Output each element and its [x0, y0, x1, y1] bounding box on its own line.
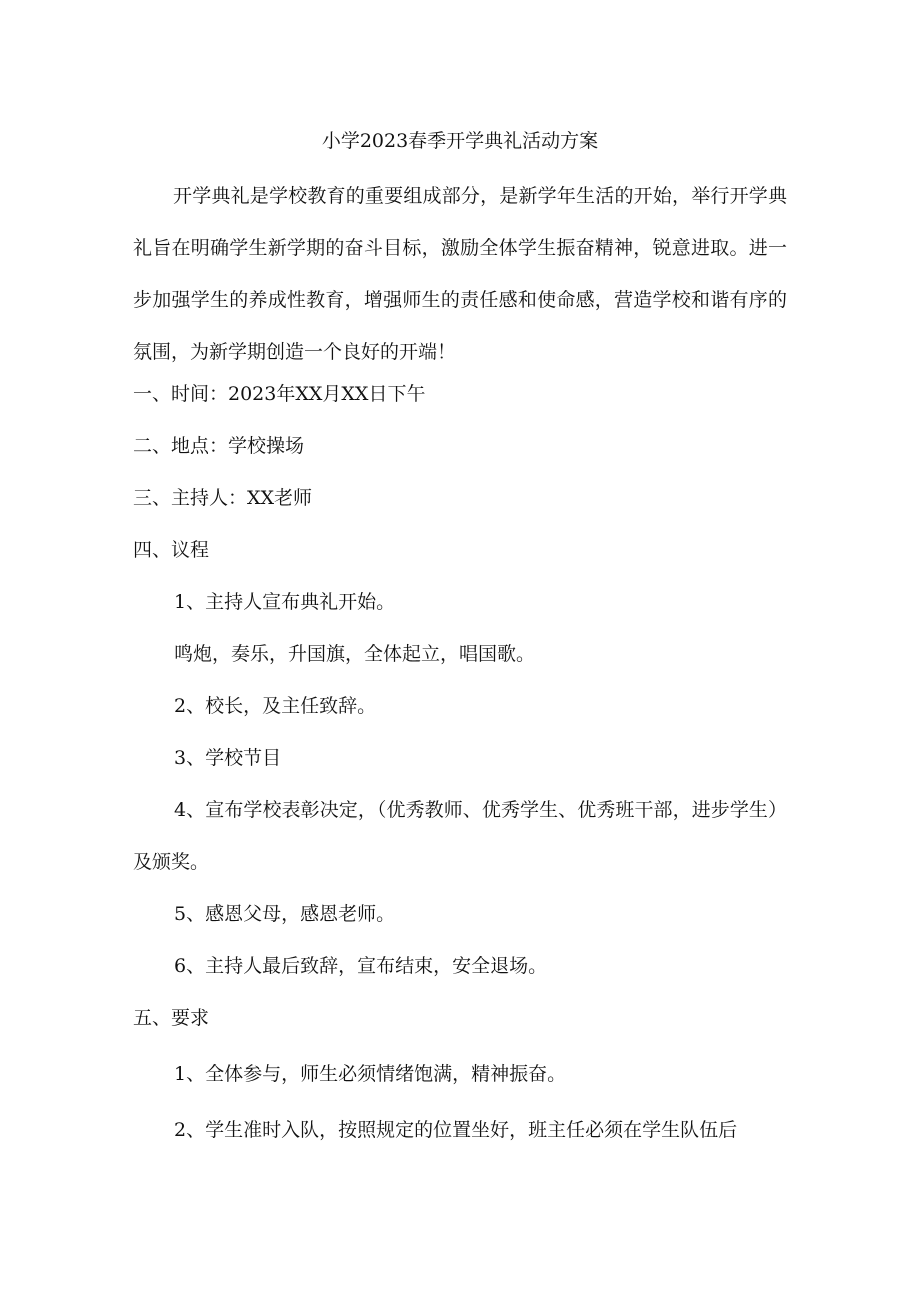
section-time: 一、时间：2023年XX月XX日下午	[133, 383, 426, 405]
intro-paragraph: 开学典礼是学校教育的重要组成部分，是新学年生活的开始，举行开学典礼旨在明确学生新学期的奋斗目标，激励全体学生振奋精神，锐意进取。进一步加强学生的养成性教育，增强师生的责任感和使命感，营造学校和谐有序的氛围，为新学期创造一个良好的开端！	[133, 185, 787, 363]
document-title: 小学2023春季开学典礼活动方案	[321, 130, 599, 152]
agenda-item: 6、主持人最后致辞，宣布结束，安全退场。	[174, 955, 548, 977]
requirement-item: 1、全体参与，师生必须情绪饱满，精神振奋。	[174, 1063, 567, 1085]
agenda-item: 1、主持人宣布典礼开始。	[174, 591, 396, 613]
agenda-item: 鸣炮，奏乐，升国旗，全体起立，唱国歌。	[174, 643, 536, 665]
section-requirements-heading: 五、要求	[133, 1007, 210, 1029]
agenda-item: 4、宣布学校表彰决定，（优秀教师、优秀学生、优秀班干部，进步学生）及颁奖。	[133, 799, 787, 873]
section-place: 二、地点：学校操场	[133, 435, 305, 457]
agenda-item: 2、校长，及主任致辞。	[174, 695, 377, 717]
agenda-item: 5、感恩父母，感恩老师。	[174, 903, 396, 925]
agenda-item: 3、学校节目	[174, 747, 282, 769]
requirement-item: 2、学生准时入队，按照规定的位置坐好，班主任必须在学生队伍后	[174, 1119, 738, 1141]
section-host: 三、主持人：XX老师	[133, 487, 313, 509]
section-agenda-heading: 四、议程	[133, 539, 210, 561]
